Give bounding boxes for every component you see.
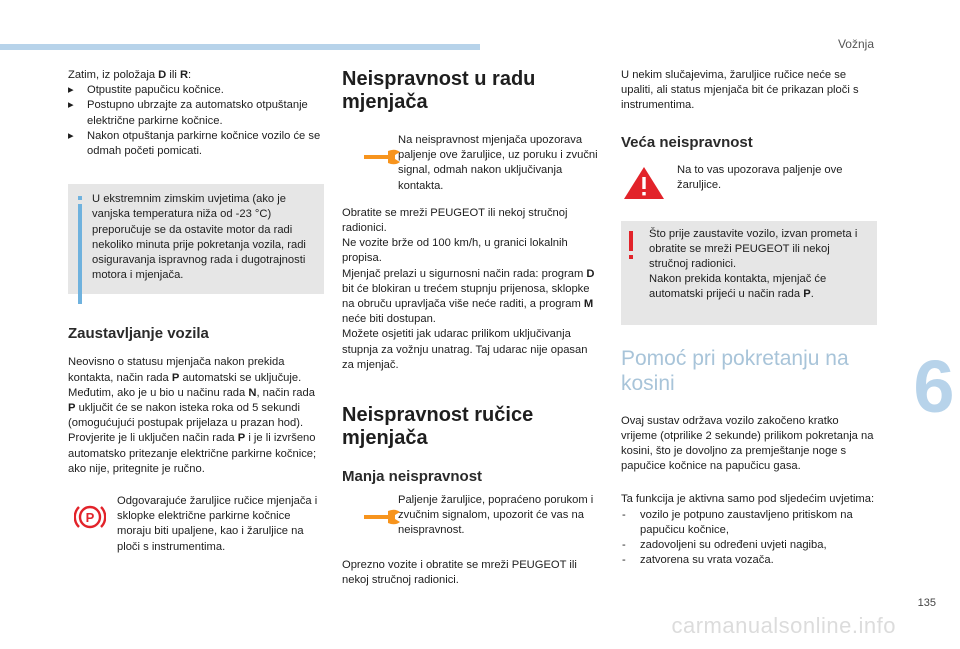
page-number: 135	[917, 597, 936, 609]
list-item: ▸ Postupno ubrzajte za automatsko otpuštanje električne parkirne kočnice.	[68, 98, 324, 128]
gearbox-fault-text: Na neispravnost mjenjača upozorava paljenje ove žaruljice, uz poruku i zvučni signal, odmah nakon uključivanja kontakta.	[398, 134, 598, 192]
paragraph: Možete osjetiti jak udarac prilikom uključivanja stupnja za vožnju unatrag. Taj udarac nije opasan za mjenjač.	[342, 328, 588, 371]
wrench-warning-icon	[362, 146, 404, 171]
warning-triangle-icon	[623, 166, 665, 205]
info-note	[68, 184, 324, 294]
conditions-list	[621, 508, 877, 569]
list-item: - zadovoljeni su određeni uvjeti nagiba,	[621, 538, 877, 553]
paragraph: Ta funkcija je aktivna samo pod sljedećim uvjetima:	[621, 493, 875, 506]
warning-exclamation-icon	[626, 231, 636, 266]
paragraph: Međutim, ako je u bio u načinu rada N, način rada P uključit će se nakon isteka roka od 5 sekundi (omogućujući postupak prijelaza u prazan hod).	[68, 386, 315, 430]
info-note-text: U ekstremnim zimskim uvjetima (ako je vanjska temperatura niža od -23 °C) preporučuje se da ostavite motor da radi nekoliko minuta prije pokretanja vozila, radi osiguravanja ispravnog rada i dugotrajnosti motora i mjenjača.	[92, 193, 306, 282]
list-item: ▸ Nakon otpuštanja parkirne kočnice vozilo će se odmah početi pomicati.	[68, 129, 324, 159]
paragraph: Neovisno o statusu mjenjača nakon prekida kontakta, način rada P automatski se uključuje.	[68, 356, 302, 384]
heading-minor-fault: Manja neispravnost	[342, 468, 483, 486]
section-title: Vožnja	[837, 37, 874, 51]
list-item: - zatvorena su vrata vozača.	[621, 553, 877, 568]
minor-fault-text: Paljenje žaruljice, popraćeno porukom i zvučnim signalom, upozorit će vas na neispravnost.	[398, 494, 594, 537]
paragraph: U nekim slučajevima, žaruljice ručice neće se upaliti, ali status mjenjača bit će prikazan ploči s instrumentima.	[621, 69, 859, 112]
paragraph: Provjerite je li uključen način rada P i je li izvršeno automatsko pritezanje električne parkirne kočnice; ako nije, pritegnite je ručno.	[68, 432, 317, 475]
warning-note-text: Što prije zaustavite vozilo, izvan prometa i obratite se mreži PEUGEOT ili nekoj stručnoj radionici.	[649, 227, 858, 271]
chapter-number: 6	[908, 336, 960, 436]
info-icon	[76, 196, 84, 309]
list-item: - vozilo je potpuno zaustavljeno pritiskom na papučicu kočnice,	[621, 508, 877, 538]
column-middle	[342, 68, 602, 588]
warning-note-text: Nakon prekida kontakta, mjenjač će automatski prijeći u način rada P.	[649, 273, 827, 301]
watermark: carmanualsonline.info	[671, 613, 896, 638]
major-fault-note	[621, 163, 877, 201]
paragraph: Mjenjač prelazi u sigurnosni način rada: program D bit će blokiran u trećem stupnju prijenosa, sklopke na obruču upravljača više neće raditi, a program M neće biti dostupan.	[342, 267, 595, 326]
parking-brake-icon	[74, 501, 106, 538]
list-item: ▸ Otpustite papučicu kočnice.	[68, 83, 324, 98]
heading-lever-fault: Neispravnost ručice mjenjača	[342, 404, 534, 450]
header-accent-bar	[0, 44, 480, 50]
paragraph: Ne vozite brže od 100 km/h, u granici lokalnih propisa.	[342, 237, 568, 265]
steps-list	[68, 83, 324, 159]
paragraph: Ovaj sustav održava vozilo zakočeno kratko vrijeme (otprilike 2 sekunde) prilikom pokretanja na kosini, što je dovoljno za premještanje noge s papučice kočnice na papučicu gasa.	[621, 414, 874, 473]
column-left	[68, 68, 324, 555]
parking-brake-note	[68, 494, 324, 555]
svg-text:P: P	[85, 510, 95, 526]
heading-gearbox-fault: Neispravnost u radu mjenjača	[342, 68, 536, 113]
column-right	[621, 68, 877, 568]
gearbox-fault-note	[342, 133, 602, 194]
heading-hill-start: Pomoć pri pokretanju na kosini	[621, 346, 849, 395]
heading-major-fault: Veća neispravnost	[621, 133, 753, 151]
wrench-warning-icon	[362, 506, 404, 531]
intro-line: Zatim, iz položaja D ili R:	[68, 69, 192, 81]
parking-brake-text: Odgovarajuće žaruljice ručice mjenjača i sklopke električne parkirne kočnice moraju biti upaljene, kao i žaruljice na ploči s instrumentima.	[117, 495, 318, 553]
minor-fault-note	[342, 493, 602, 539]
warning-note	[621, 221, 877, 325]
major-fault-text: Na to vas upozorava paljenje ove žaruljice.	[677, 163, 843, 191]
heading-stop: Zaustavljanje vozila	[68, 325, 209, 343]
paragraph: Oprezno vozite i obratite se mreži PEUGEOT ili nekoj stručnoj radionici.	[342, 558, 577, 586]
paragraph: Obratite se mreži PEUGEOT ili nekoj stručnoj radionici.	[342, 206, 568, 235]
